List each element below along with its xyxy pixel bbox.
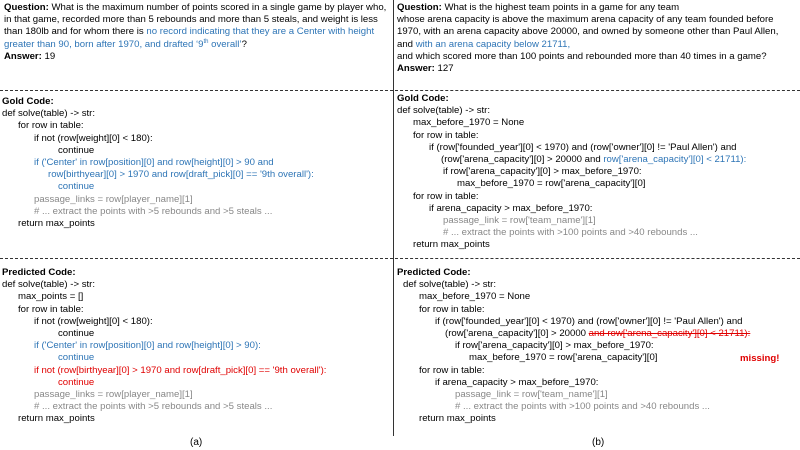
code-line: return max_points bbox=[18, 217, 95, 229]
predicted-code-title: Predicted Code: bbox=[397, 267, 471, 278]
panel-a-gold-code bbox=[0, 96, 393, 246]
question-label: Question: bbox=[397, 2, 442, 13]
question-text: whose arena capacity is above the maximum arena capacity of any team founded before bbox=[397, 14, 774, 26]
panel-b-caption: (b) bbox=[592, 437, 605, 448]
section-separator bbox=[395, 258, 800, 259]
code-line-error: if not (row[birthyear][0] > 1970 and row[draft_pick][0] == '9th overall'): bbox=[34, 364, 327, 376]
question-text: and which scored more than 100 points and rebounded more than 40 times in a game? bbox=[397, 50, 767, 62]
gold-code-title: Gold Code: bbox=[2, 96, 54, 107]
code-line: def solve(table) -> str: bbox=[2, 108, 96, 120]
code-line-comment: # ... extract the points with >100 points and >40 rebounds ... bbox=[443, 227, 698, 239]
code-line: for row in table: bbox=[18, 303, 84, 315]
code-line: max_before_1970 = None bbox=[419, 291, 531, 303]
question-highlight: overall’ bbox=[208, 38, 242, 50]
code-line: max_before_1970 = row['arena_capacity'][0] bbox=[457, 178, 646, 190]
panel-a-predicted-code bbox=[0, 267, 393, 437]
code-line: return max_points bbox=[419, 413, 496, 425]
code-line-highlight: continue bbox=[58, 181, 95, 193]
code-line: if (row['founded_year'][0] < 1970) and (row['owner'][0] != 'Paul Allen') and bbox=[429, 141, 737, 153]
column-divider bbox=[393, 0, 394, 436]
question-highlight: no record indicating that they are a Center with height bbox=[146, 26, 375, 38]
answer-value: 19 bbox=[44, 50, 56, 62]
question-text: in that game, recorded more than 5 rebounds and more than 5 steals, and weight is less bbox=[4, 14, 378, 26]
question-label: Question: bbox=[4, 2, 49, 13]
code-line-comment: passage_links = row[player_name][1] bbox=[34, 388, 193, 400]
code-line-comment: # ... extract the points with >100 points and >40 rebounds ... bbox=[455, 401, 710, 413]
code-line-comment: passage_link = row['team_name'][1] bbox=[455, 388, 608, 400]
code-line: continue bbox=[58, 144, 95, 156]
panel-b-question-block bbox=[395, 2, 800, 86]
code-line-comment: # ... extract the points with >5 rebounds and >5 steals ... bbox=[34, 205, 273, 217]
code-line: for row in table: bbox=[419, 303, 485, 315]
panel-b-predicted-code bbox=[395, 267, 800, 437]
panel-a bbox=[0, 0, 393, 436]
gold-code-title: Gold Code: bbox=[397, 93, 449, 104]
answer-label: Answer: bbox=[4, 50, 42, 62]
code-line: def solve(table) -> str: bbox=[397, 105, 491, 117]
panel-a-caption: (a) bbox=[190, 437, 203, 448]
code-line: if not (row[weight][0] < 180): bbox=[34, 315, 153, 327]
code-line: for row in table: bbox=[413, 190, 479, 202]
code-line: continue bbox=[58, 327, 95, 339]
question-highlight: greater than 90, born after 1970, and drafted ‘9 bbox=[4, 38, 204, 50]
code-line: max_before_1970 = row['arena_capacity'][0] bbox=[469, 352, 658, 364]
question-text: ? bbox=[241, 38, 247, 50]
code-line-missing-condition: and row['arena_capacity'][0] < 21711): bbox=[588, 327, 751, 339]
code-line: if (row['founded_year'][0] < 1970) and (row['owner'][0] != 'Paul Allen') and bbox=[435, 315, 743, 327]
code-line-highlight: if ('Center' in row[position][0] and row[height][0] > 90 and bbox=[34, 156, 274, 168]
code-line: max_before_1970 = None bbox=[413, 117, 525, 129]
code-line: if arena_capacity > max_before_1970: bbox=[435, 376, 599, 388]
code-line: if arena_capacity > max_before_1970: bbox=[429, 202, 593, 214]
code-line: return max_points bbox=[18, 413, 95, 425]
section-separator bbox=[395, 90, 800, 91]
question-highlight: with an arena capacity below 21711, bbox=[415, 38, 571, 50]
panel-a-question-block bbox=[0, 2, 393, 84]
code-line: def solve(table) -> str: bbox=[2, 279, 96, 291]
code-line-highlight: row['arena_capacity'][0] < 21711): bbox=[603, 153, 747, 165]
code-line-comment: # ... extract the points with >5 rebounds and >5 steals ... bbox=[34, 401, 273, 413]
section-separator bbox=[0, 90, 393, 91]
code-line: return max_points bbox=[413, 239, 490, 251]
predicted-code-title: Predicted Code: bbox=[2, 267, 76, 278]
panel-b bbox=[395, 0, 800, 436]
code-line: if row['arena_capacity'][0] > max_before_1970: bbox=[443, 166, 642, 178]
code-line-error: continue bbox=[58, 376, 95, 388]
code-line-comment: passage_links = row[player_name][1] bbox=[34, 193, 193, 205]
code-line: (row['arena_capacity'][0] > 20000 and bbox=[441, 153, 601, 165]
code-line: for row in table: bbox=[419, 364, 485, 376]
code-line-comment: passage_link = row['team_name'][1] bbox=[443, 214, 596, 226]
question-text: 1970, with an arena capacity above 20000, and owned by someone other than Paul Allen, bbox=[397, 26, 779, 38]
code-line: (row['arena_capacity'][0] > 20000 bbox=[445, 327, 586, 339]
answer-value: 127 bbox=[437, 62, 454, 74]
code-line-highlight: if ('Center' in row[position][0] and row[height][0] > 90): bbox=[34, 340, 261, 352]
missing-annotation: missing! bbox=[740, 353, 780, 364]
code-line: if row['arena_capacity'][0] > max_before_1970: bbox=[455, 340, 654, 352]
code-line-highlight: continue bbox=[58, 352, 95, 364]
question-superscript: th bbox=[203, 38, 209, 45]
question-text: than 180lb and for whom there is bbox=[4, 26, 144, 38]
code-line: def solve(table) -> str: bbox=[403, 279, 497, 291]
panel-b-gold-code bbox=[395, 93, 800, 255]
code-line: max_points = [] bbox=[18, 291, 84, 303]
question-text: What is the highest team points in a game for any team bbox=[444, 2, 680, 13]
code-line-highlight: row[birthyear][0] > 1970 and row[draft_pick][0] == '9th overall'): bbox=[48, 169, 314, 181]
code-line: for row in table: bbox=[413, 129, 479, 141]
code-line: for row in table: bbox=[18, 120, 84, 132]
question-text: and bbox=[397, 38, 414, 50]
code-line: if not (row[weight][0] < 180): bbox=[34, 132, 153, 144]
section-separator bbox=[0, 258, 393, 259]
answer-label: Answer: bbox=[397, 62, 435, 74]
question-text: What is the maximum number of points scored in a single game by player who, bbox=[51, 2, 387, 13]
